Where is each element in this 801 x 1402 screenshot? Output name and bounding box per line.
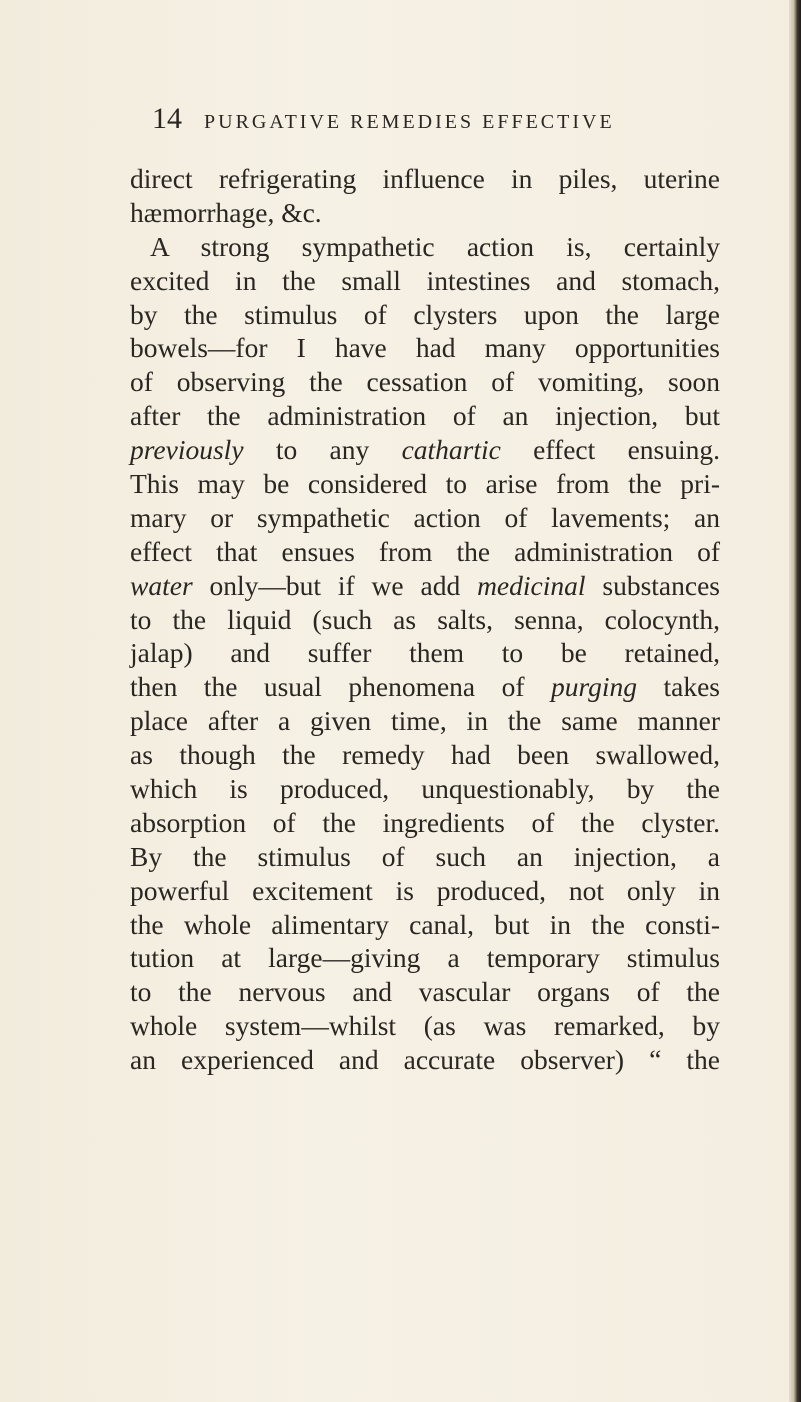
text-line: effect that ensues from the administration of [130, 535, 720, 567]
text-line: water only—but if we add medicinal substances [130, 569, 720, 601]
text-line: tution at large—giving a temporary stimulus [130, 942, 720, 974]
text-line: which is produced, unquestionably, by the [130, 773, 720, 805]
text-line: whole system—whilst (as was remarked, by [130, 1010, 720, 1042]
text-line: then the usual phenomena of purging takes [130, 671, 720, 703]
text-line: place after a given time, in the same manner [130, 705, 720, 737]
text-line: to the nervous and vascular organs of the [130, 976, 720, 1008]
text-line: bowels—for I have had many opportunities [130, 332, 720, 364]
text-line: as though the remedy had been swallowed, [130, 739, 720, 771]
italic-word: purging [550, 671, 638, 703]
text-line: direct refrigerating influence in piles, uterine [130, 163, 720, 194]
text-line: By the stimulus of such an injection, a [130, 840, 720, 872]
text-line: powerful excitement is produced, not only in [130, 874, 720, 906]
text-line: by the stimulus of clysters upon the large [130, 298, 720, 330]
text-line: to the liquid (such as salts, senna, colocynth, [130, 603, 720, 635]
text-line: This may be considered to arise from the pri- [130, 468, 720, 500]
text-line: of observing the cessation of vomiting, soon [130, 366, 720, 398]
text-line: mary or sympathetic action of lavements; an [130, 501, 720, 533]
text-line: jalap) and suffer them to be retained, [130, 637, 720, 669]
text-line: after the administration of an injection, but [130, 400, 720, 432]
page-number: 14 [152, 102, 182, 135]
page-edge-shadow [789, 0, 801, 1402]
text-line: an experienced and accurate observer) “ the [130, 1044, 720, 1076]
italic-word: cathartic [401, 434, 501, 466]
text-line: A strong sympathetic action is, certainly [150, 230, 720, 262]
text-line: hæmorrhage, &c. [130, 196, 322, 228]
text-line: excited in the small intestines and stomach, [130, 264, 720, 296]
italic-word: water [130, 569, 193, 601]
text-line: previously to any cathartic effect ensuing. [130, 434, 720, 466]
italic-word: medicinal [477, 569, 586, 601]
running-head [152, 102, 672, 142]
running-head-title: PURGATIVE REMEDIES EFFECTIVE [204, 111, 615, 133]
text-line: absorption of the ingredients of the clyster. [130, 806, 720, 838]
italic-word: previously [130, 434, 244, 466]
body-text [130, 162, 720, 1077]
text-line: the whole alimentary canal, but in the consti- [130, 908, 720, 940]
